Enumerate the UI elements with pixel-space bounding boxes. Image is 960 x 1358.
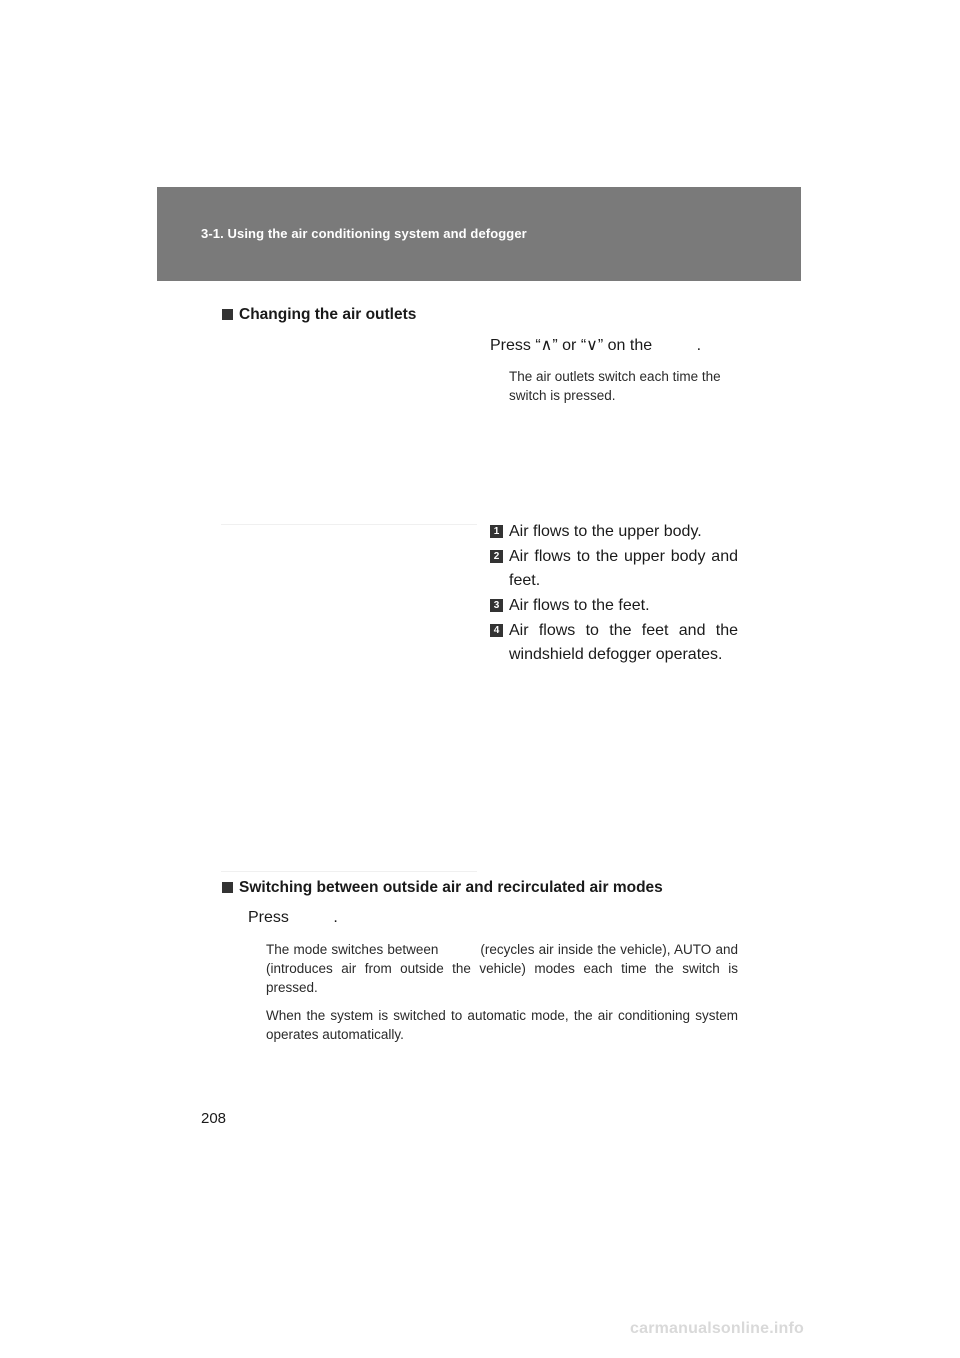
heading-air-outlets-text: Changing the air outlets	[239, 306, 417, 323]
outlet-item-text: Air flows to the feet and the windshield defogger operates.	[509, 622, 738, 663]
air-outlets-instruction: Press “∧” or “∨” on the .	[490, 337, 702, 354]
air-modes-note-2: When the system is switched to automatic mode, the air conditioning system operates automatically.	[266, 1008, 738, 1042]
number-badge-icon: 3	[490, 599, 503, 612]
number-badge-icon: 1	[490, 525, 503, 538]
air-modes-note-1: The mode switches between (recycles air inside the vehicle), AUTO and (introduces air from outside the vehicle) modes each time the switch is pressed.	[266, 942, 776, 995]
square-bullet-icon	[222, 309, 233, 320]
heading-air-outlets	[222, 306, 416, 324]
header-bar	[157, 187, 801, 281]
heading-air-modes-text: Switching between outside air and recirculated air modes	[239, 879, 663, 896]
outlet-item-text: Air flows to the feet.	[509, 597, 650, 614]
outlet-item-text: Air flows to the upper body and feet.	[509, 548, 738, 589]
number-badge-icon: 4	[490, 624, 503, 637]
heading-air-modes	[222, 879, 663, 897]
outlet-item-text: Air flows to the upper body.	[509, 523, 702, 540]
outlet-item-4	[490, 619, 738, 667]
outlet-item-2	[490, 545, 738, 593]
air-outlet-figure	[221, 524, 477, 872]
outlet-item-1	[490, 520, 738, 544]
number-badge-icon: 2	[490, 550, 503, 563]
air-outlets-note: The air outlets switch each time the switch is pressed.	[509, 369, 721, 403]
section-title: 3-1. Using the air conditioning system and defogger	[201, 226, 527, 241]
square-bullet-icon	[222, 882, 233, 893]
page-number: 208	[201, 1110, 227, 1127]
outlet-item-3	[490, 594, 738, 618]
air-modes-instruction: Press .	[248, 909, 338, 926]
watermark: carmanualsonline.info	[630, 1320, 805, 1337]
